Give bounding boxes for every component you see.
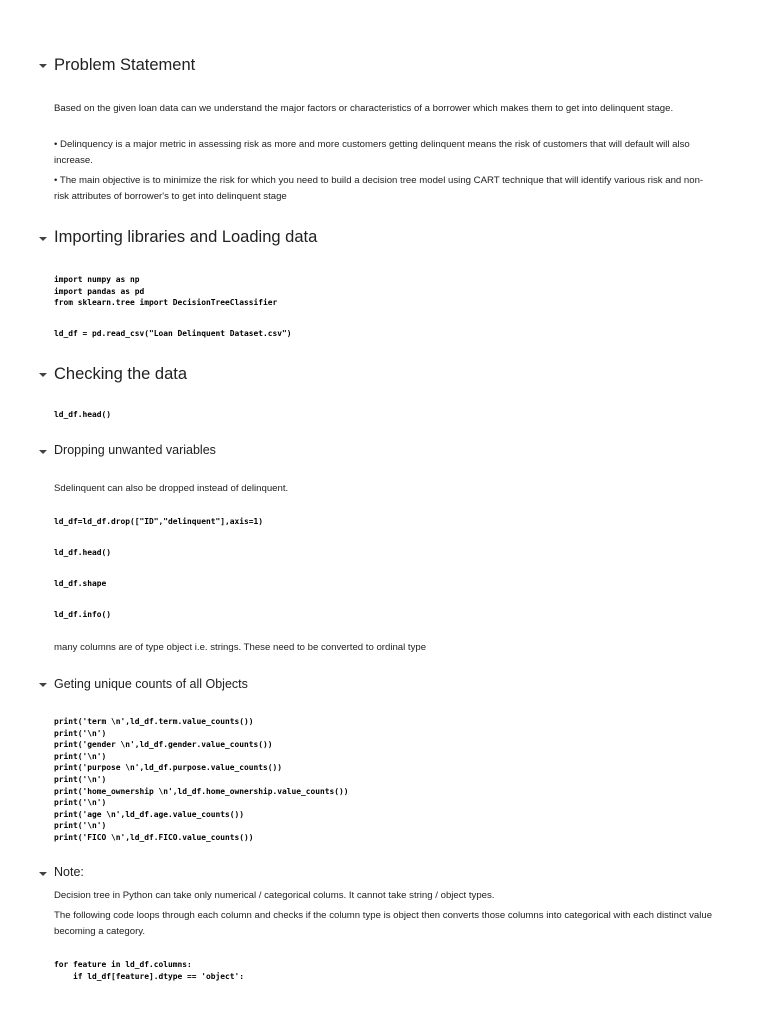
collapse-caret-icon[interactable]	[39, 683, 47, 687]
problem-paragraph-2: • Delinquency is a major metric in assessing risk as more and more customers getting delinquent means the risk of customers that will default will also increase.	[54, 139, 690, 166]
code-cell-shape[interactable]: ld_df.shape	[54, 579, 107, 588]
section-heading-note: Note:	[54, 865, 84, 879]
code-cell-feature-loop[interactable]: for feature in ld_df.columns: if ld_df[feature].dtype == 'object':	[54, 960, 245, 981]
collapse-caret-icon[interactable]	[39, 373, 47, 377]
code-cell-head[interactable]: ld_df.head()	[54, 410, 112, 419]
code-cell-info[interactable]: ld_df.info()	[54, 610, 112, 619]
code-cell-head-2[interactable]: ld_df.head()	[54, 548, 112, 557]
collapse-caret-icon[interactable]	[39, 64, 47, 68]
section-heading-importing-libraries: Importing libraries and Loading data	[54, 228, 318, 246]
code-cell-drop[interactable]: ld_df=ld_df.drop(["ID","delinquent"],axis=1)	[54, 517, 264, 526]
section-heading-problem-statement: Problem Statement	[54, 56, 196, 74]
section-heading-dropping-variables: Dropping unwanted variables	[54, 443, 216, 457]
object-columns-text: many columns are of type object i.e. strings. These need to be converted to ordinal type	[54, 642, 427, 653]
collapse-caret-icon[interactable]	[39, 450, 47, 454]
section-heading-checking-data: Checking the data	[54, 365, 188, 383]
collapse-caret-icon[interactable]	[39, 872, 47, 876]
section-heading-unique-counts: Geting unique counts of all Objects	[54, 677, 248, 691]
collapse-caret-icon[interactable]	[39, 237, 47, 241]
code-cell-value-counts[interactable]: print('term \n',ld_df.term.value_counts()) print('\n') print('gender \n',ld_df.gender.value_counts()) print('\n') print('purpose \n',ld_df.purpose.value_counts()) print('\n') print('home_ownership \n',ld_df.home_ownership.value_counts()) print('\n') print('age \n',ld_df.age.value_counts()) print('\n') print('FICO \n',ld_df.FICO.value_counts())	[54, 717, 349, 842]
code-cell-read-csv[interactable]: ld_df = pd.read_csv("Loan Delinquent Dataset.csv")	[54, 329, 292, 338]
note-text-2: The following code loops through each column and checks if the column type is object then converts those columns into categorical with each distinct value becoming a category.	[54, 910, 713, 937]
problem-paragraph-1: Based on the given loan data can we understand the major factors or characteristics of a borrower which makes them to get into delinquent stage.	[54, 103, 674, 114]
dropping-note-text: Sdelinquent can also be dropped instead of delinquent.	[54, 483, 289, 494]
problem-paragraph-3: • The main objective is to minimize the risk for which you need to build a decision tree model using CART technique that will identify various risk and non-risk attributes of borrower's to get into delinquent stage	[54, 175, 704, 202]
note-text-1: Decision tree in Python can take only numerical / categorical colums. It cannot take string / object types.	[54, 890, 495, 901]
code-cell-imports[interactable]: import numpy as np import pandas as pd from sklearn.tree import DecisionTreeClassifier	[54, 275, 278, 308]
